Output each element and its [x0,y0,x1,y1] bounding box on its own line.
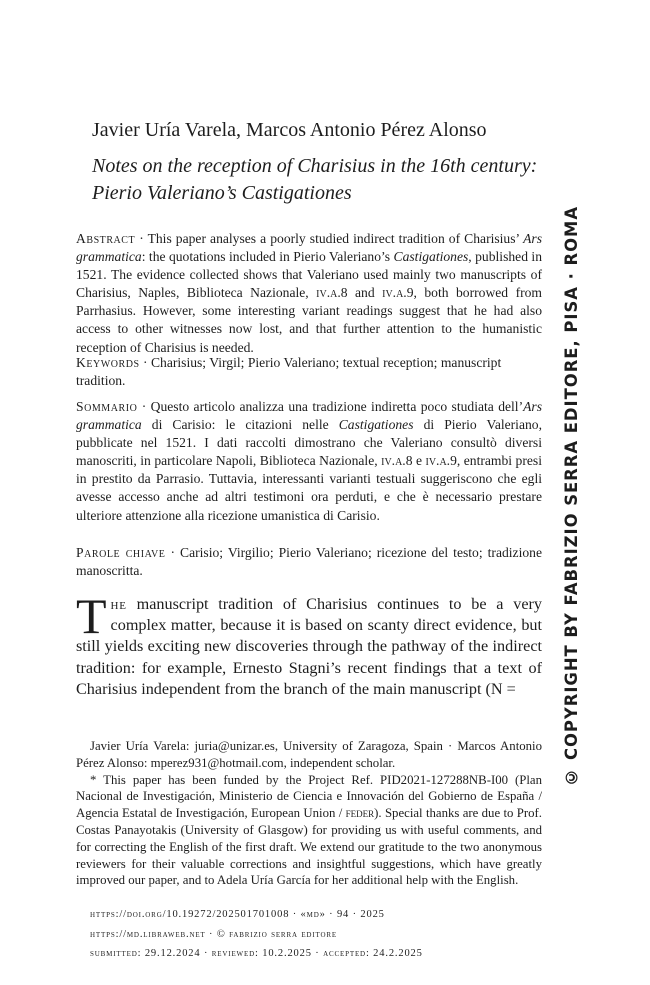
abstract-italic: Ars grammatica [76,231,542,265]
drop-cap: T [76,588,107,644]
sommario-italic: Ars grammatica [76,399,542,433]
funding-text: * This paper has been funded by the Project Ref. PID2021-127288NB-I00 (Plan Nacional de Investigación, Ministerio de Ciencia e Innovación del Gobierno de España / Agencia Estatal de Investigación, European Union / [76,772,542,821]
abstract-text: This paper analyses a poorly studied indirect tradition of Charisius’ [147,231,524,246]
abstract-label: Abstract [76,231,136,246]
sommario-label: Sommario [76,399,138,414]
doi-line: https://doi.org/10.19272/202501701008 · «md» · 94 · 2025 [90,909,385,920]
abstract-text: , both borrowed from Parrhasius. However, some interesting variant readings suggest that he had also access to other witnesses now lost, and that further attention to the humanistic reception of Charisius is needed. [76,285,543,355]
side-copyright [556,205,586,787]
sommario [76,398,542,525]
sommario-text: Questo articolo analizza una tradizione indiretta poco studiata dell’ [150,399,524,414]
parole-label: Parole chiave [76,545,166,560]
abstract-italic: Castigationes [393,249,469,265]
sommario-text: di Carisio: le citazioni nelle [141,417,339,433]
abstract [76,230,542,357]
separator: · [165,545,181,560]
opening-small-caps: he [110,595,127,613]
shelfmark: iv.a.8 [316,285,348,301]
title-line-2: Pierio Valeriano’s Castigationes [92,182,352,204]
shelfmark: iv.a.9 [425,453,457,469]
abstract-text: and [347,285,383,301]
footnotes [76,738,542,889]
article-title [92,153,562,207]
keywords [76,354,542,390]
parole-text: Carisio; Virgilio; Pierio Valeriano; ricezione del testo; tradizione manoscritta. [76,545,542,579]
keywords-label: Keywords [76,355,140,370]
body-text: manuscript tradition of Charisius continues to be a very complex matter, because it is based on scanty direct evidence, but still yields exciting new discoveries through the pathway of the indirect tradition: for example, Ernesto Stagni’s recent findings that a text of Charisius independent from the branch of the main manuscript (N = [76,595,542,698]
sommario-text: , entrambi presi in prestito da Parrasio. Tuttavia, interessanti varianti testuali suggeriscono che egli avesse accesso anche ad altri testimoni ora perduti, e che è necessario prestare ulteriore attenzione alla ricezione umanistica di Carisio. [76,453,542,523]
title-line-1: Notes on the reception of Charisius in the 16th century: [92,155,538,177]
body-paragraph [76,588,542,700]
sommario-text: di Pierio Valeriano, pubblicate nel 1521. I dati raccolti dimostrano che Valeriano consultò diversi manoscriti, in particolare Napoli, Biblioteca Nazionale, [76,417,542,469]
funding-note [76,772,542,890]
abstract-text: : the quotations included in Pierio Valeriano’s [141,249,394,265]
shelfmark: iv.a.8 [381,453,413,469]
shelfmark: iv.a.9 [382,285,414,301]
sommario-italic: Castigationes [338,417,414,433]
funding-text: ). Special thanks are due to Prof. Costas Panayotakis (University of Glasgow) for providing us with useful comments, and for correcting the English of the first draft. We extend our gratitude to the two anonymous reviewers for their valuable corrections and insightful suggestions, which have greatly improved our paper, and to Adela Uría García for her additional help with the English. [76,806,542,888]
authors: Javier Uría Varela, Marcos Antonio Pérez Alonso [92,119,487,141]
affiliation-note: Javier Uría Varela: juria@unizar.es, University of Zaragoza, Spain · Marcos Antonio Pérez Alonso: mperez931@hotmail.com, independent scholar. [76,739,542,770]
imprint [90,905,540,964]
funding-acronym: feder [345,806,375,821]
keywords-text: Charisius; Virgil; Pierio Valeriano; textual reception; manuscript tradition. [76,355,502,389]
copyright-text: © COPYRIGHT BY FABRIZIO SERRA EDITORE, PISA · ROMA [561,205,581,787]
website-line: https://md.libraweb.net · © fabrizio serra editore [90,928,338,940]
dates-line: submitted: 29.12.2024 · reviewed: 10.2.2025 · accepted: 24.2.2025 [90,948,423,960]
separator: · [135,231,148,246]
separator: · [139,355,151,370]
parole-chiave [76,544,542,580]
abstract-text: , published in 1521. The evidence collected shows that Valeriano used mainly two manuscripts of Charisius, Naples, Biblioteca Nazionale, [76,249,542,301]
separator: · [137,399,151,414]
sommario-text: e [412,453,426,469]
